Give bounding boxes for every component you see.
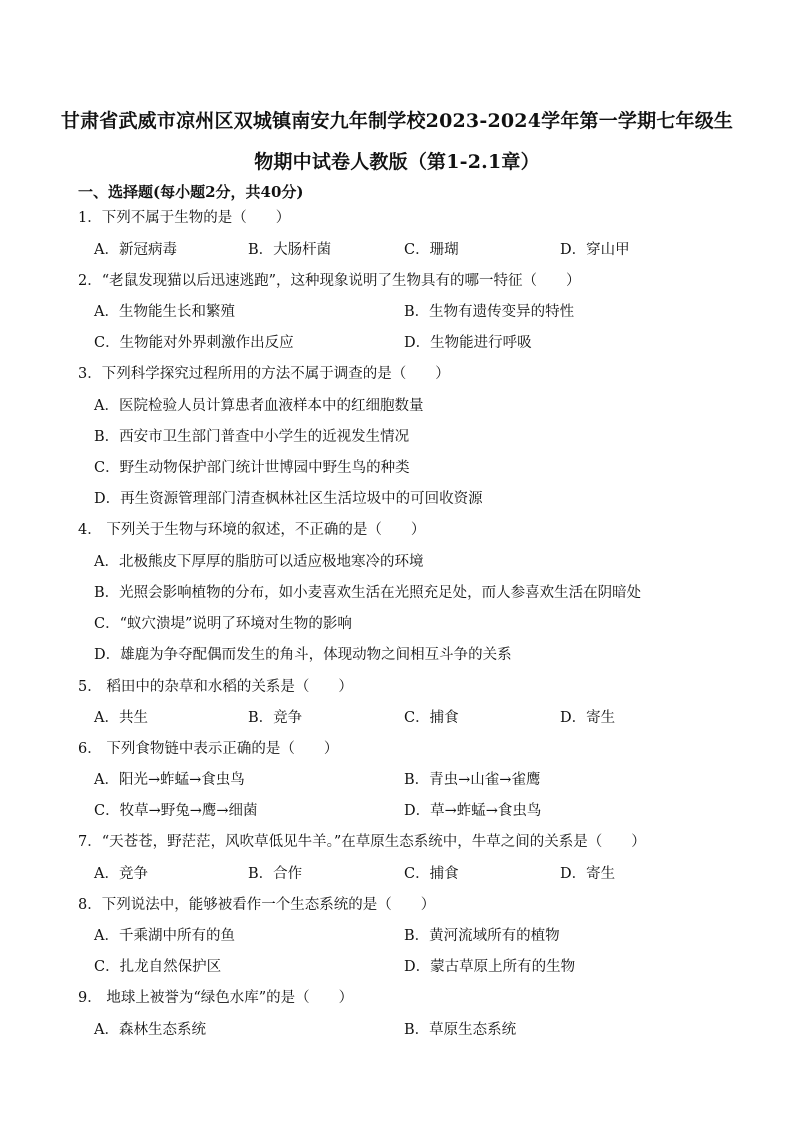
q3-option-d: D．再生资源管理部门清查枫林社区生活垃圾中的可回收资源	[94, 491, 483, 507]
question-1-stem: 1．下列不属于生物的是（ ）	[78, 210, 291, 226]
q4-option-b: B．光照会影响植物的分布，如小麦喜欢生活在光照充足处，而人参喜欢生活在阴暗处	[94, 585, 642, 601]
q7-option-b: B．合作	[248, 866, 303, 882]
question-6-stem: 6． 下列食物链中表示正确的是（ ）	[78, 741, 339, 757]
q3-option-c: C．野生动物保护部门统计世博园中野生鸟的种类	[94, 460, 410, 476]
q3-option-b: B．西安市卫生部门普查中小学生的近视发生情况	[94, 429, 410, 445]
q8-option-b: B．黄河流域所有的植物	[404, 928, 560, 944]
q6-option-a: A．阳光→蚱蜢→食虫鸟	[94, 772, 245, 788]
exam-title-line-2: 物期中试卷人教版（第1-2.1章）	[254, 151, 540, 173]
q7-option-d: D．寄生	[560, 866, 616, 882]
q7-option-a: A．竞争	[94, 866, 148, 882]
q5-option-a: A．共生	[94, 710, 148, 726]
q6-option-d: D．草→蚱蜢→食虫鸟	[404, 803, 542, 819]
q8-option-c: C．扎龙自然保护区	[94, 959, 222, 975]
question-9-stem: 9． 地球上被誉为“绿色水库”的是（ ）	[78, 990, 354, 1006]
q3-option-a: A．医院检验人员计算患者血液样本中的红细胞数量	[94, 398, 424, 414]
q1-option-d: D．穿山甲	[560, 242, 630, 258]
q2-option-c: C．生物能对外界刺激作出反应	[94, 335, 294, 351]
question-8-stem: 8．下列说法中，能够被看作一个生态系统的是（ ）	[78, 897, 436, 913]
q4-option-c: C．“蚁穴溃堤”说明了环境对生物的影响	[94, 616, 352, 632]
q1-option-a: A．新冠病毒	[94, 242, 177, 258]
q2-option-b: B．生物有遗传变异的特性	[404, 304, 575, 320]
q5-option-d: D．寄生	[560, 710, 616, 726]
q1-option-b: B．大肠杆菌	[248, 242, 332, 258]
q1-option-c: C．珊瑚	[404, 242, 459, 258]
question-7-stem: 7．“天苍苍，野茫茫，风吹草低见牛羊。”在草原生态系统中，牛草之间的关系是（ ）	[78, 834, 646, 850]
question-4-stem: 4． 下列关于生物与环境的叙述，不正确的是（ ）	[78, 522, 426, 538]
q4-option-a: A．北极熊皮下厚厚的脂肪可以适应极地寒冷的环境	[94, 554, 424, 570]
question-3-stem: 3．下列科学探究过程所用的方法不属于调查的是（ ）	[78, 366, 450, 382]
question-2-stem: 2．“老鼠发现猫以后迅速逃跑”，这种现象说明了生物具有的哪一特征（ ）	[78, 273, 581, 289]
q6-option-b: B．青虫→山雀→雀鹰	[404, 772, 541, 788]
q2-option-d: D．生物能进行呼吸	[404, 335, 532, 351]
q7-option-c: C．捕食	[404, 866, 459, 882]
q6-option-c: C．牧草→野兔→鹰→细菌	[94, 803, 258, 819]
q9-option-b: B．草原生态系统	[404, 1022, 517, 1038]
q5-option-b: B．竞争	[248, 710, 303, 726]
q9-option-a: A．森林生态系统	[94, 1022, 206, 1038]
q2-option-a: A．生物能生长和繁殖	[94, 304, 235, 320]
section-heading: 一、选择题(每小题2分，共40分)	[78, 183, 304, 201]
q5-option-c: C．捕食	[404, 710, 459, 726]
q8-option-d: D．蒙古草原上所有的生物	[404, 959, 576, 975]
q4-option-d: D．雄鹿为争夺配偶而发生的角斗，体现动物之间相互斗争的关系	[94, 647, 512, 663]
exam-title-line-1: 甘肃省武威市凉州区双城镇南安九年制学校2023-2024学年第一学期七年级生	[60, 110, 734, 132]
q8-option-a: A．千乘湖中所有的鱼	[94, 928, 235, 944]
question-5-stem: 5． 稻田中的杂草和水稻的关系是（ ）	[78, 679, 353, 695]
